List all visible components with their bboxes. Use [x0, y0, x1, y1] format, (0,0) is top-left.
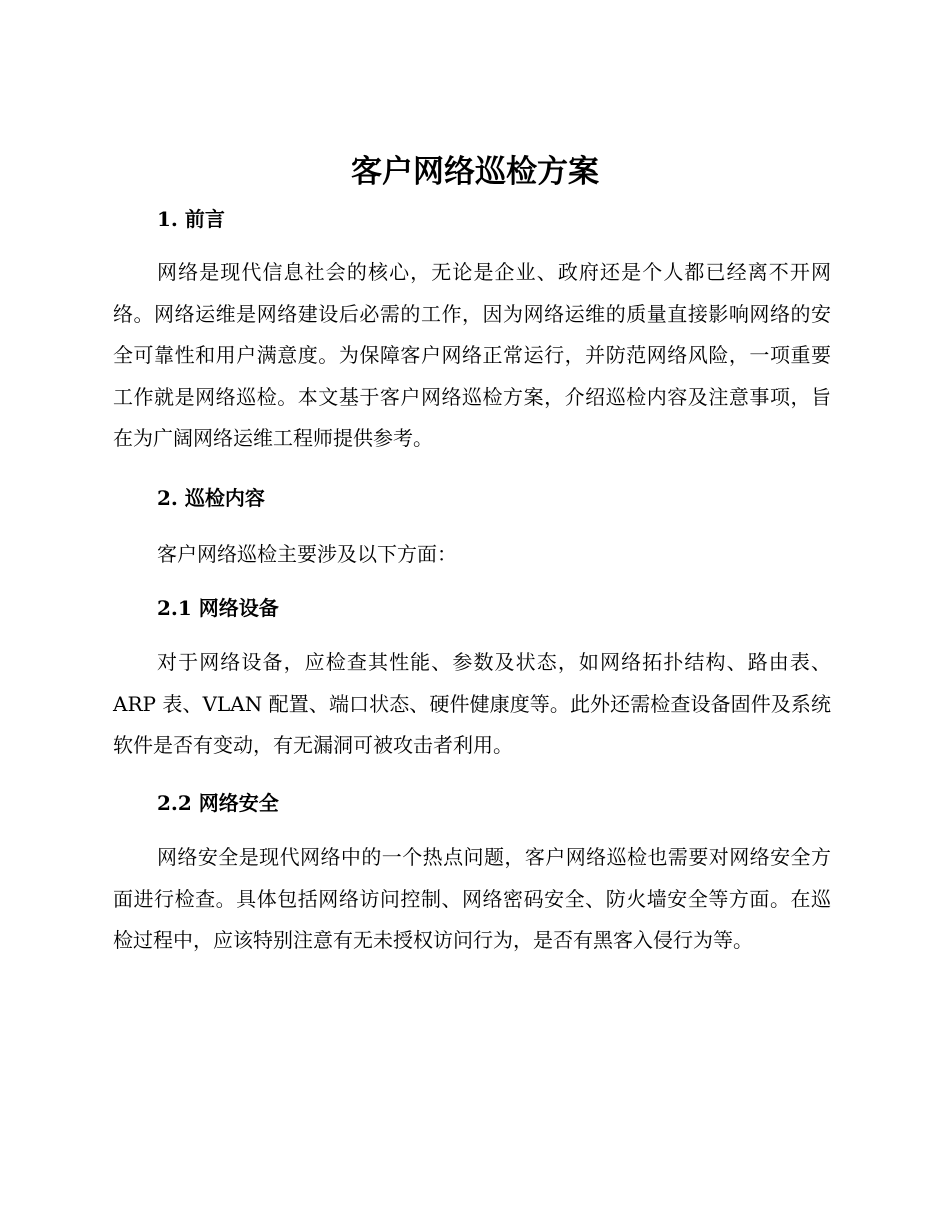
section-paragraph-network-devices: 对于网络设备，应检查其性能、参数及状态，如网络拓扑结构、路由表、ARP 表、VLAN 配置、端口状态、硬件健康度等。此外还需检查设备固件及系统软件是否有变动，有无漏洞可被攻击者利用。: [113, 650, 831, 757]
section-paragraph-network-security: 网络安全是现代网络中的一个热点问题，客户网络巡检也需要对网络安全方面进行检查。具体包括网络访问控制、网络密码安全、防火墙安全等方面。在巡检过程中，应该特别注意有无未授权访问行为，是否有黑客入侵行为等。: [113, 845, 831, 952]
section-heading-network-security: 2.2 网络安全: [157, 791, 279, 815]
section-heading-network-devices: 2.1 网络设备: [157, 596, 279, 620]
section-paragraph-preface: 网络是现代信息社会的核心，无论是企业、政府还是个人都已经离不开网络。网络运维是网络建设后必需的工作，因为网络运维的质量直接影响网络的安全可靠性和用户满意度。为保障客户网络正常运行，并防范网络风险，一项重要工作就是网络巡检。本文基于客户网络巡检方案，介绍巡检内容及注意事项，旨在为广阔网络运维工程师提供参考。: [113, 260, 831, 450]
section-paragraph-inspection-intro: 客户网络巡检主要涉及以下方面：: [157, 542, 457, 566]
section-heading-preface: 1. 前言: [157, 207, 225, 231]
section-heading-inspection-content: 2. 巡检内容: [157, 486, 265, 510]
document-title: 客户网络巡检方案: [351, 154, 599, 190]
